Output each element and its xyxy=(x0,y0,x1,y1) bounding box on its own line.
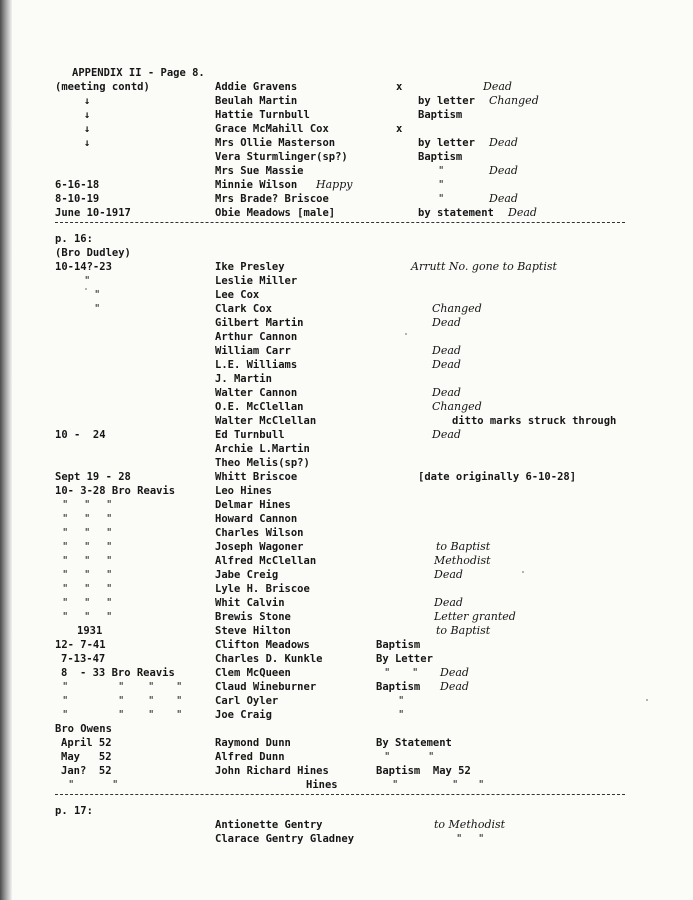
member-name: Charles Wilson xyxy=(215,527,304,539)
handwritten-note: Dead xyxy=(508,206,537,219)
entry-line xyxy=(0,246,693,260)
entry-line xyxy=(0,386,693,400)
ditto-mark: " xyxy=(84,569,91,581)
ditto-mark: " xyxy=(62,695,69,707)
member-name: Leo Hines xyxy=(215,485,272,497)
member-note: Baptism xyxy=(418,109,463,121)
ditto-mark: " xyxy=(438,165,445,177)
ditto-mark: " xyxy=(392,779,399,791)
entry-line xyxy=(0,94,693,108)
handwritten-note: Dead xyxy=(483,80,512,93)
ditto-mark: " xyxy=(384,751,391,763)
member-name: Walter McClellan xyxy=(215,415,317,427)
ditto-mark: " xyxy=(106,513,113,525)
ditto-mark: " xyxy=(84,527,91,539)
ditto-mark: " xyxy=(478,779,485,791)
entry-date: 12- 7-41 xyxy=(55,639,106,651)
ditto-mark: " xyxy=(478,833,485,845)
handwritten-note: Arrutt No. gone to Baptist xyxy=(411,260,557,273)
entry-date: May 52 xyxy=(61,751,112,763)
entry-line xyxy=(0,164,693,178)
entry-line xyxy=(0,832,693,846)
member-name: Leslie Miller xyxy=(215,275,298,287)
entry-line xyxy=(0,484,693,498)
member-name: Joe Craig xyxy=(215,709,272,721)
member-name: Ike Presley xyxy=(215,261,285,273)
entry-line xyxy=(0,694,693,708)
entry-line xyxy=(0,818,693,832)
member-name: Joseph Wagoner xyxy=(215,541,304,553)
member-note: Baptism xyxy=(418,151,463,163)
entry-line xyxy=(0,108,693,122)
ditto-mark: " xyxy=(106,569,113,581)
handwritten-note: to Baptist xyxy=(436,624,491,637)
entry-line xyxy=(0,192,693,206)
entry-line xyxy=(0,456,693,470)
entry-line xyxy=(0,736,693,750)
ditto-mark: " xyxy=(62,611,69,623)
entry-line xyxy=(0,122,693,136)
entry-date: 10- 3-28 Bro Reavis xyxy=(55,485,176,497)
ditto-mark: " xyxy=(62,513,69,525)
entry-line xyxy=(0,344,693,358)
entry-line xyxy=(0,178,693,192)
ditto-mark: " xyxy=(62,597,69,609)
ditto-mark: " xyxy=(106,541,113,553)
member-name: Steve Hilton xyxy=(215,625,291,637)
entry-line xyxy=(0,568,693,582)
entry-line xyxy=(0,372,693,386)
member-name: Charles D. Kunkle xyxy=(215,653,323,665)
entry-line xyxy=(0,274,693,288)
x-mark: x xyxy=(396,123,403,135)
member-name: J. Martin xyxy=(215,373,272,385)
ditto-mark: " xyxy=(106,555,113,567)
ditto-mark: " xyxy=(176,709,183,721)
ditto-mark: " xyxy=(148,695,155,707)
member-note: by letter xyxy=(418,137,475,149)
ditto-mark: " xyxy=(84,583,91,595)
editor-note: [date originally 6-10-28] xyxy=(418,471,577,483)
ditto-mark: " xyxy=(456,833,463,845)
handwritten-note: Dead xyxy=(432,316,461,329)
member-name: L.E. Williams xyxy=(215,359,298,371)
ditto-mark: " xyxy=(428,751,435,763)
ditto-mark: " xyxy=(412,667,419,679)
entry-line xyxy=(0,260,693,274)
member-name: Brewis Stone xyxy=(215,611,291,623)
member-name: Clifton Meadows xyxy=(215,639,310,651)
member-name: Lyle H. Briscoe xyxy=(215,583,310,595)
member-name: Whit Calvin xyxy=(215,597,285,609)
member-name: O.E. McClellan xyxy=(215,401,304,413)
ditto-mark: " xyxy=(62,709,69,721)
member-name: Antionette Gentry xyxy=(215,819,323,831)
member-name: Addie Gravens xyxy=(215,81,298,93)
entry-line xyxy=(0,512,693,526)
member-name: Howard Cannon xyxy=(215,513,298,525)
handwritten-note: Letter granted xyxy=(434,610,516,623)
entry-line xyxy=(0,526,693,540)
entry-date: Sept 19 - 28 xyxy=(55,471,131,483)
entry-line xyxy=(0,66,693,80)
member-name: Beulah Martin xyxy=(215,95,298,107)
member-note: by letter xyxy=(418,95,475,107)
entry-line xyxy=(0,470,693,484)
handwritten-note: Dead xyxy=(432,386,461,399)
handwritten-note: Dead xyxy=(434,596,463,609)
entry-line xyxy=(0,358,693,372)
member-name: Raymond Dunn xyxy=(215,737,291,749)
handwritten-note: to Baptist xyxy=(436,540,491,553)
member-name: Arthur Cannon xyxy=(215,331,298,343)
editor-note: ditto marks struck through xyxy=(452,415,617,427)
member-name: Walter Cannon xyxy=(215,387,298,399)
member-note: Baptism May 52 xyxy=(376,765,471,777)
entry-line xyxy=(0,722,693,736)
ditto-mark: " xyxy=(94,289,101,301)
entry-date: 6-16-18 xyxy=(55,179,100,191)
member-name: Clem McQueen xyxy=(215,667,291,679)
group-label: (Bro Dudley) xyxy=(55,247,131,259)
entry-line xyxy=(0,652,693,666)
section-divider xyxy=(55,794,625,795)
handwritten-note: Dead xyxy=(489,192,518,205)
entry-line xyxy=(0,666,693,680)
entry-line xyxy=(0,610,693,624)
handwritten-note: Dead xyxy=(440,666,469,679)
ditto-mark: " xyxy=(106,499,113,511)
entry-line xyxy=(0,764,693,778)
member-name: Mrs Ollie Masterson xyxy=(215,137,336,149)
ditto-mark: " xyxy=(398,695,405,707)
entry-date: 8 - 33 Bro Reavis xyxy=(61,667,175,679)
entry-line xyxy=(0,596,693,610)
page-reference: p. 16: xyxy=(55,233,93,245)
ditto-mark: " xyxy=(84,541,91,553)
member-note: By Letter xyxy=(376,653,433,665)
entry-line xyxy=(0,554,693,568)
ditto-mark: " xyxy=(84,499,91,511)
member-name: Obie Meadows [male] xyxy=(215,207,336,219)
section-divider xyxy=(55,222,625,223)
member-name: Whitt Briscoe xyxy=(215,471,298,483)
ditto-mark: " xyxy=(84,611,91,623)
handwritten-note: to Methodist xyxy=(434,818,506,831)
entry-date: 8-10-19 xyxy=(55,193,100,205)
entry-line xyxy=(0,442,693,456)
down-arrow-icon: ↓ xyxy=(84,137,91,149)
handwritten-note: Changed xyxy=(432,302,482,315)
entry-line xyxy=(0,778,693,792)
ditto-mark: " xyxy=(438,193,445,205)
handwritten-note: Changed xyxy=(432,400,482,413)
ditto-mark: " xyxy=(62,681,69,693)
entry-line xyxy=(0,206,693,220)
member-name: Clark Cox xyxy=(215,303,272,315)
member-name: Lee Cox xyxy=(215,289,260,301)
entry-line xyxy=(0,136,693,150)
entry-line xyxy=(0,428,693,442)
ditto-mark: " xyxy=(84,275,91,287)
ditto-mark: " xyxy=(62,527,69,539)
entry-line xyxy=(0,288,693,302)
entry-line xyxy=(0,680,693,694)
down-arrow-icon: ↓ xyxy=(84,123,91,135)
handwritten-note: Happy xyxy=(316,178,353,191)
ditto-mark: " xyxy=(118,695,125,707)
member-name: Claud Wineburner xyxy=(215,681,317,693)
member-name: Mrs Sue Massie xyxy=(215,165,304,177)
member-name: Alfred Dunn xyxy=(215,751,285,763)
member-name: Delmar Hines xyxy=(215,499,291,511)
member-name: Hines xyxy=(306,779,338,791)
ditto-mark: " xyxy=(84,555,91,567)
entry-date: Jan? 52 xyxy=(61,765,112,777)
entry-line xyxy=(0,232,693,246)
page-reference: p. 17: xyxy=(55,805,93,817)
member-name: Grace McMahill Cox xyxy=(215,123,329,135)
handwritten-note: Dead xyxy=(489,164,518,177)
entry-date: 1931 xyxy=(77,625,103,637)
member-note: Baptism xyxy=(376,639,421,651)
ditto-mark: " xyxy=(452,779,459,791)
entry-line xyxy=(0,414,693,428)
member-name: Mrs Brade? Briscoe xyxy=(215,193,329,205)
ditto-mark: " xyxy=(68,779,75,791)
ditto-mark: " xyxy=(62,541,69,553)
entry-line xyxy=(0,540,693,554)
handwritten-note: Dead xyxy=(432,358,461,371)
ditto-mark: " xyxy=(148,681,155,693)
member-name: Minnie Wilson xyxy=(215,179,298,191)
handwritten-note: Dead xyxy=(489,136,518,149)
ditto-mark: " xyxy=(106,611,113,623)
member-name: John Richard Hines xyxy=(215,765,329,777)
x-mark: x xyxy=(396,81,403,93)
ditto-mark: " xyxy=(84,513,91,525)
ditto-mark: " xyxy=(106,597,113,609)
entry-line xyxy=(0,708,693,722)
ditto-mark: " xyxy=(384,667,391,679)
entry-date: April 52 xyxy=(61,737,112,749)
entry-line xyxy=(0,330,693,344)
member-name: Ed Turnbull xyxy=(215,429,285,441)
down-arrow-icon: ↓ xyxy=(84,109,91,121)
group-label: Bro Owens xyxy=(55,723,112,735)
entry-date: 10 - 24 xyxy=(55,429,106,441)
member-name: William Carr xyxy=(215,345,291,357)
member-name: Alfred McClellan xyxy=(215,555,317,567)
ditto-mark: " xyxy=(94,303,101,315)
member-name: Carl Oyler xyxy=(215,695,279,707)
ditto-mark: " xyxy=(62,583,69,595)
entry-line xyxy=(0,302,693,316)
ditto-mark: " xyxy=(148,709,155,721)
member-name: Hattie Turnbull xyxy=(215,109,310,121)
ditto-mark: " xyxy=(106,527,113,539)
handwritten-note: Dead xyxy=(432,428,461,441)
entry-line xyxy=(0,498,693,512)
ditto-mark: " xyxy=(62,555,69,567)
member-note: By Statement xyxy=(376,737,452,749)
ditto-mark: " xyxy=(62,569,69,581)
member-name: Clarace Gentry Gladney xyxy=(215,833,355,845)
section-subtitle: (meeting contd) xyxy=(55,81,150,93)
entry-line xyxy=(0,582,693,596)
entry-line xyxy=(0,80,693,94)
entry-line xyxy=(0,316,693,330)
member-note: by statement xyxy=(418,207,494,219)
entry-line xyxy=(0,624,693,638)
ditto-mark: " xyxy=(84,597,91,609)
handwritten-note: Dead xyxy=(432,344,461,357)
entry-date: June 10-1917 xyxy=(55,207,131,219)
page-title: APPENDIX II - Page 8. xyxy=(72,67,205,79)
ditto-mark: " xyxy=(398,709,405,721)
member-name: Gilbert Martin xyxy=(215,317,304,329)
member-name: Archie L.Martin xyxy=(215,443,310,455)
entry-line xyxy=(0,750,693,764)
ditto-mark: " xyxy=(112,779,119,791)
entry-line xyxy=(0,804,693,818)
handwritten-note: Changed xyxy=(489,94,539,107)
ditto-mark: " xyxy=(62,499,69,511)
member-name: Theo Melis(sp?) xyxy=(215,457,310,469)
ditto-mark: " xyxy=(438,179,445,191)
ditto-mark: " xyxy=(176,695,183,707)
ditto-mark: " xyxy=(118,709,125,721)
handwritten-note: Dead xyxy=(440,680,469,693)
member-note: Baptism xyxy=(376,681,421,693)
handwritten-note: Methodist xyxy=(434,554,491,567)
ditto-mark: " xyxy=(106,583,113,595)
entry-date: 7-13-47 xyxy=(61,653,106,665)
entry-line xyxy=(0,400,693,414)
entry-line xyxy=(0,638,693,652)
member-name: Jabe Creig xyxy=(215,569,279,581)
entry-line xyxy=(0,150,693,164)
entry-date: 10-14?-23 xyxy=(55,261,112,273)
ditto-mark: " xyxy=(118,681,125,693)
ditto-mark: " xyxy=(176,681,183,693)
down-arrow-icon: ↓ xyxy=(84,95,91,107)
member-name: Vera Sturmlinger(sp?) xyxy=(215,151,348,163)
handwritten-note: Dead xyxy=(434,568,463,581)
